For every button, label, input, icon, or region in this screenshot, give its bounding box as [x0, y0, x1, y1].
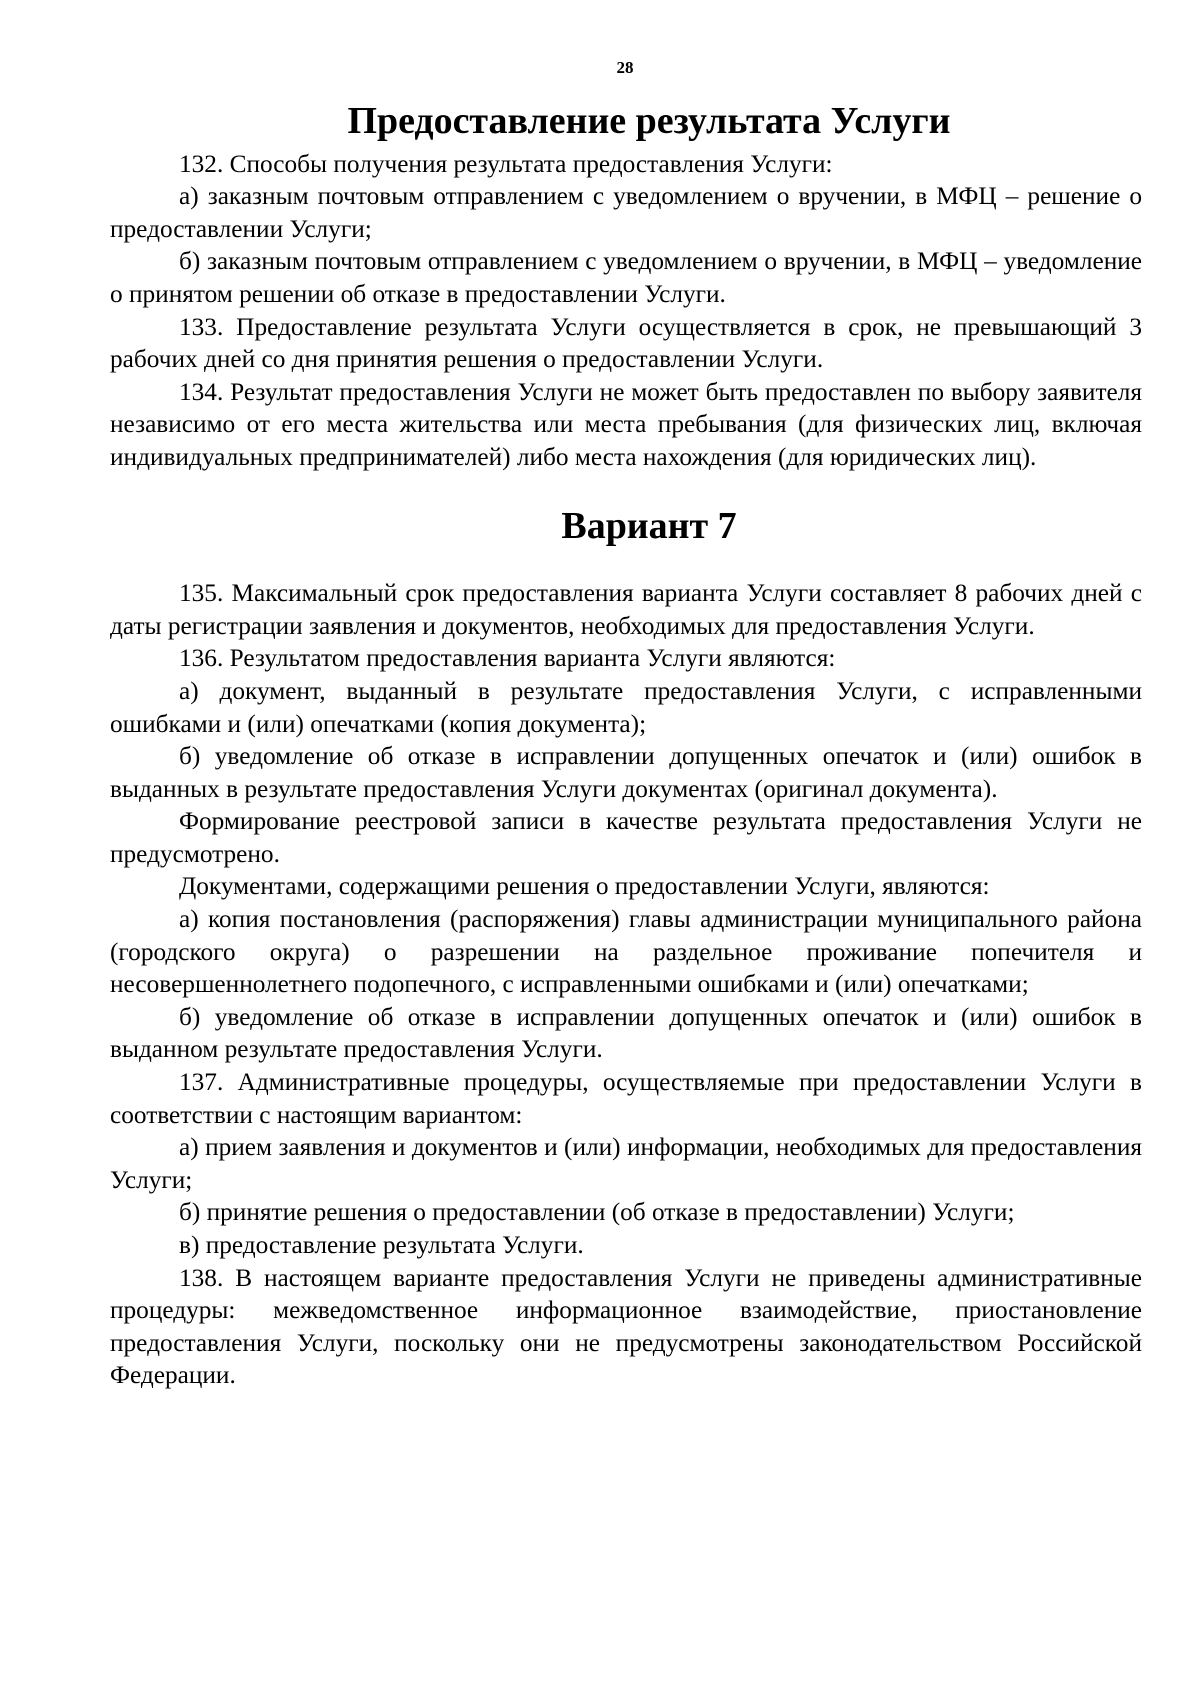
paragraph-registry-record: Формирование реестровой записи в качестве результата предоставления Услуги не предусмотрено.	[110, 807, 1142, 868]
paragraph-135: 135. Максимальный срок предоставления варианта Услуги составляет 8 рабочих дней с даты регистрации заявления и документов, необходимых для предоставления Услуги.	[110, 579, 1142, 640]
paragraph-decision-documents-a: а) копия постановления (распоряжения) главы администрации муниципального района (городского округа) о разрешении на раздельное проживание попечителя и несовершеннолетнего подопечного, с исправленными ошибками и (или) опечатками;	[110, 905, 1142, 999]
paragraph-137-a: а) прием заявления и документов и (или) информации, необходимых для предоставления Услуги;	[110, 1133, 1142, 1194]
paragraph-132-a: а) заказным почтовым отправлением с уведомлением о вручении, в МФЦ – решение о предоставлении Услуги;	[110, 182, 1142, 243]
paragraph-134: 134. Результат предоставления Услуги не может быть предоставлен по выбору заявителя независимо от его места жительства или места пребывания (для физических лиц, включая индивидуальных предпринимателей) либо места нахождения (для юридических лиц).	[110, 377, 1142, 471]
paragraph-decision-documents-b: б) уведомление об отказе в исправлении допущенных опечаток и (или) ошибок в выданном результате предоставления Услуги.	[110, 1002, 1142, 1064]
paragraph-136: 136. Результатом предоставления варианта Услуги являются:	[179, 644, 836, 673]
paragraph-137-c: в) предоставление результата Услуги.	[179, 1231, 584, 1259]
paragraph-132: 132. Способы получения результата предоставления Услуги:	[179, 149, 833, 178]
paragraph-decision-documents: Документами, содержащими решения о предоставлении Услуги, являются:	[179, 872, 990, 901]
paragraph-133: 133. Предоставление результата Услуги осуществляется в срок, не превышающий 3 рабочих дней со дня принятия решения о предоставлении Услуги.	[110, 312, 1142, 374]
paragraph-138: 138. В настоящем варианте предоставления Услуги не приведены административные процедуры: межведомственное информационное взаимодействие, приостановление предоставления Услуги, поскольку они не предусмотрены законодательством Российской Федерации.	[110, 1263, 1142, 1390]
paragraph-137-b: б) принятие решения о предоставлении (об отказе в предоставлении) Услуги;	[179, 1198, 1015, 1227]
paragraph-136-a: а) документ, выданный в результате предоставления Услуги, с исправленными ошибками и (или) опечатками (копия документа);	[110, 676, 1142, 738]
paragraph-137: 137. Административные процедуры, осуществляемые при предоставлении Услуги в соответствии с настоящим вариантом:	[110, 1068, 1142, 1129]
section-heading-result-delivery: Предоставление результата Услуги	[347, 100, 951, 142]
section-heading-variant-7: Вариант 7	[561, 504, 737, 547]
paragraph-136-b: б) уведомление об отказе в исправлении допущенных опечаток и (или) ошибок в выданных в результате предоставления Услуги документах (оригинал документа).	[110, 742, 1142, 803]
document-body	[110, 100, 1142, 1392]
paragraph-132-b: б) заказным почтовым отправлением с уведомлением о вручении, в МФЦ – уведомление о принятом решении об отказе в предоставлении Услуги.	[110, 247, 1142, 308]
page-number: 28	[616, 58, 634, 77]
